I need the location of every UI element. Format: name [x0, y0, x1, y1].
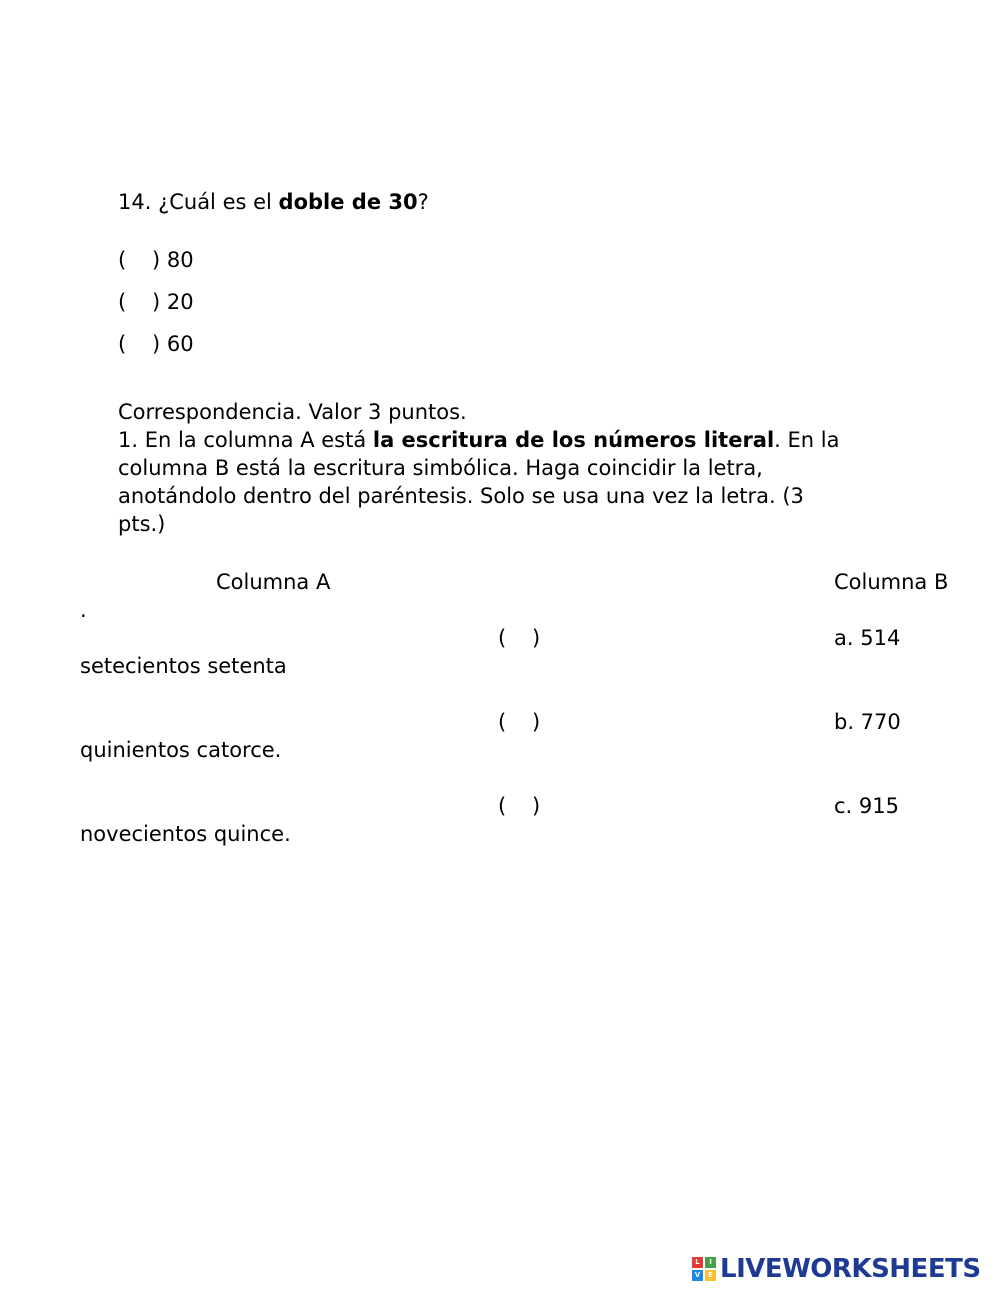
question-14-title [118, 188, 429, 216]
answer-blank[interactable] [498, 624, 540, 652]
literal-item: setecientos setenta [80, 654, 287, 678]
symbolic-item: c. 915 [834, 794, 899, 818]
paren-open: ( [498, 626, 507, 650]
stray-dot: . [80, 598, 87, 622]
paren-close: ) [532, 626, 541, 650]
option-paren-open[interactable]: ( [118, 248, 127, 272]
paren-open: ( [498, 794, 507, 818]
answer-blank[interactable] [498, 792, 540, 820]
option-text: ) 20 [152, 290, 194, 314]
question-14-bold: doble de 30 [278, 190, 418, 214]
option-row[interactable] [118, 246, 194, 274]
column-a-header: Columna A [216, 570, 331, 594]
question-14-suffix: ? [417, 190, 429, 214]
option-text: ) 60 [152, 332, 194, 356]
logo-mark-i: I [705, 1257, 716, 1268]
matching-instruction-text [118, 426, 848, 538]
instruction-bold: la escritura de los números literal [372, 428, 775, 452]
logo-mark-l: L [692, 1257, 703, 1268]
logo-text: LIVEWORKSHEETS [720, 1254, 981, 1284]
literal-item: novecientos quince. [80, 822, 291, 846]
option-paren-open[interactable]: ( [118, 332, 127, 356]
question-14-prefix: 14. ¿Cuál es el [118, 190, 279, 214]
symbolic-item: b. 770 [834, 710, 901, 734]
matching-instructions [118, 398, 848, 538]
liveworksheets-logo [692, 1256, 981, 1282]
symbolic-item: a. 514 [834, 626, 901, 650]
paren-close: ) [532, 710, 541, 734]
literal-item: quinientos catorce. [80, 738, 282, 762]
column-b-header: Columna B [834, 570, 949, 594]
answer-blank[interactable] [498, 708, 540, 736]
logo-mark-e: E [705, 1270, 716, 1281]
option-paren-open[interactable]: ( [118, 290, 127, 314]
logo-mark-v: V [692, 1270, 703, 1281]
matching-heading: Correspondencia. Valor 3 puntos. [118, 400, 467, 424]
option-row[interactable] [118, 330, 194, 358]
option-text: ) 80 [152, 248, 194, 272]
instruction-prefix: 1. En la columna A está [118, 428, 373, 452]
option-row[interactable] [118, 288, 194, 316]
instruction-suffix: . En la columna B está la escritura simbólica. Haga coincidir la letra, anotándolo dentro del paréntesis. Solo se usa una vez la letra. (3 pts.) [118, 428, 840, 536]
paren-open: ( [498, 710, 507, 734]
logo-mark-icon [692, 1257, 716, 1281]
paren-close: ) [532, 794, 541, 818]
